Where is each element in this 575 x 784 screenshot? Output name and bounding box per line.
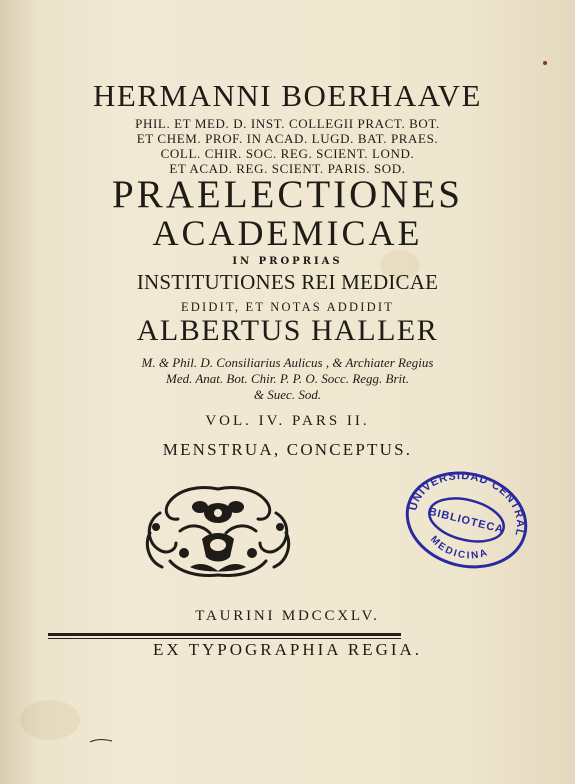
author-name: HERMANNI BOERHAAVE — [93, 78, 482, 113]
author-title-line: COLL. CHIR. SOC. REG. SCIENT. LOND. — [160, 146, 415, 161]
divider-rule — [48, 638, 401, 639]
main-title-line-1: PRAELECTIONES — [112, 173, 463, 216]
paper-stain — [20, 700, 80, 740]
library-stamp-icon — [392, 454, 542, 582]
main-title-line-2: ACADEMICAE — [152, 213, 423, 253]
editor-title-line: Med. Anat. Bot. Chir. P. P. O. Socc. Regg. Brit. — [165, 371, 409, 386]
imprint-place-date: TAURINI MDCCXLV. — [195, 608, 380, 624]
ink-dot-icon — [540, 58, 550, 68]
stamp-inner-text: BIBLIOTECA — [427, 505, 506, 537]
author-title-line: ET ACAD. REG. SCIENT. PARIS. SOD. — [169, 161, 406, 176]
printer-line: EX TYPOGRAPHIA REGIA. — [152, 640, 423, 659]
editor-name: ALBERTUS HALLER — [136, 314, 439, 347]
author-title-line: ET CHEM. PROF. IN ACAD. LUGD. BAT. PRAES. — [136, 131, 439, 146]
stamp-lower-text: MEDICINA — [427, 534, 491, 562]
editor-title-line: & Suec. Sod. — [253, 387, 322, 402]
author-title-line: PHIL. ET MED. D. INST. COLLEGII PRACT. BOT. — [135, 116, 440, 131]
editor-title-line: M. & Phil. D. Consiliarius Aulicus , & Archiater Regius — [141, 355, 434, 370]
pen-mark-icon — [88, 736, 114, 746]
divider-rule — [48, 633, 401, 636]
stamp-outer-text: UNIVERSIDAD CENTRAL — [407, 470, 527, 538]
edidit-text: EDIDIT, ET NOTAS ADDIDIT — [180, 300, 395, 314]
contents-label: MENSTRUA, CONCEPTUS. — [162, 440, 413, 459]
printers-ornament-icon — [140, 483, 296, 581]
volume-label: VOL. IV. PARS II. — [205, 413, 370, 429]
in-proprias-text: IN PROPRIAS — [232, 256, 343, 267]
institutiones-title: INSTITUTIONES REI MEDICAE — [136, 270, 439, 294]
